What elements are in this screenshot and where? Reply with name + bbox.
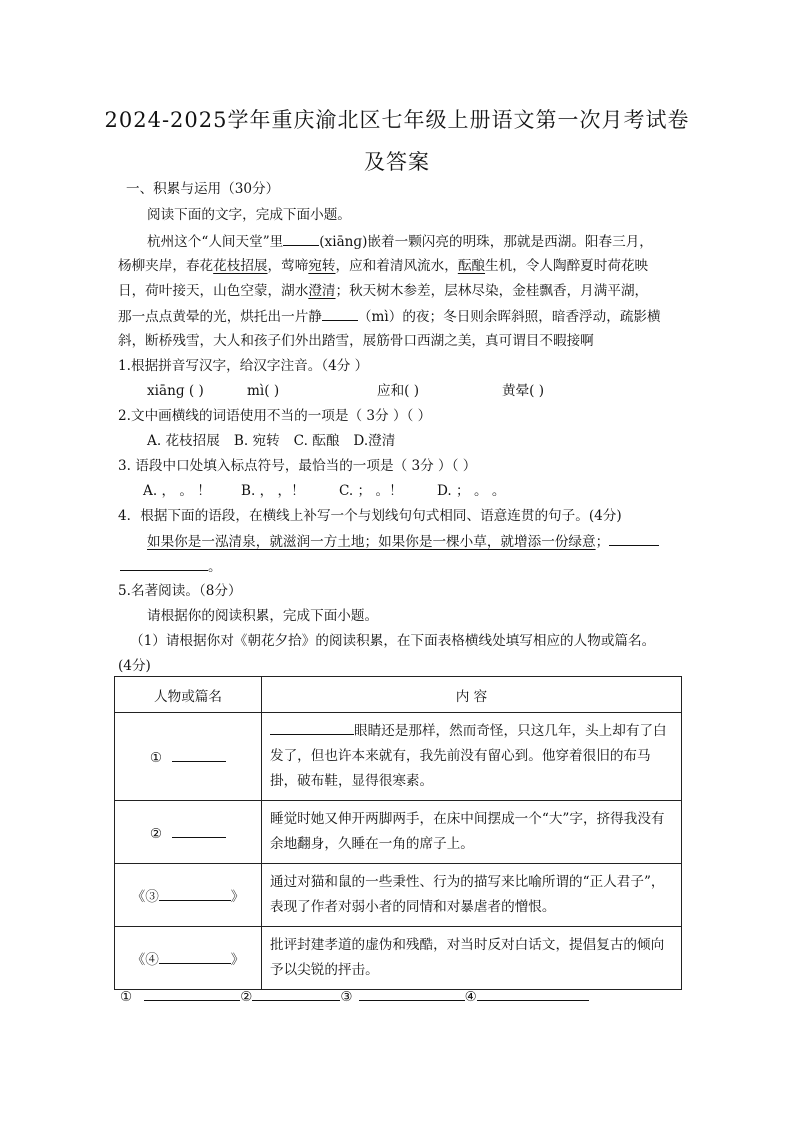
answer-blank[interactable] xyxy=(609,531,659,546)
q1-item: 黄晕( ) xyxy=(502,383,545,399)
q1-item: xiānɡ ( ) xyxy=(147,383,204,399)
underlined-word: 花枝招展 xyxy=(213,258,268,274)
question-4-answer-line xyxy=(120,556,222,577)
q1-item: 应和( ) xyxy=(377,383,420,399)
question-2-options xyxy=(147,431,409,451)
reading-intro: 阅读下面的文字，完成下面小题。 xyxy=(147,207,351,223)
row-label: ① xyxy=(149,750,163,766)
question-3-stem: 3. 语段中口处填入标点符号，最恰当的一项是（ 3分 ）（ ） xyxy=(118,458,477,474)
row-label-cell xyxy=(115,801,262,864)
model-sentence: 如果你是一泓清泉，就滋润一方土地；如果你是一棵小草，就增添一份绿意 xyxy=(147,534,596,550)
q3-option-c[interactable]: C. ； 。！ xyxy=(339,483,403,499)
question-4-stem: 4．根据下面的语段，在横线上补写一个与划线句句式相同、语意连贯的句子。(4分) xyxy=(118,508,622,524)
passage-text: 杨柳夹岸，春花 xyxy=(118,258,214,274)
table-row xyxy=(115,713,682,801)
table-header-row xyxy=(115,677,682,713)
question-5-sub1-score: (4分) xyxy=(118,658,151,674)
row-label-end: 》 xyxy=(230,952,245,968)
table-row xyxy=(115,801,682,864)
row-label-end: 》 xyxy=(230,889,245,905)
q3-option-d[interactable]: D. ； 。 。 xyxy=(437,483,506,499)
fill-blank[interactable] xyxy=(283,231,319,246)
question-1-stem: 1.根据拼音写汉字，给汉字注音。（4分 ） xyxy=(118,358,369,374)
exam-title-line2: 及答案 xyxy=(364,150,430,174)
answer-blank[interactable] xyxy=(359,986,465,1001)
question-1-items xyxy=(147,381,544,401)
q2-option-a[interactable]: A. 花枝招展 xyxy=(147,433,220,449)
answer-label-4: ④ xyxy=(464,989,477,1005)
underlined-word: 澄清 xyxy=(308,283,336,299)
passage-text: (xiānɡ)嵌着一颗闪亮的明珠，那就是西湖。阳春三月， xyxy=(319,234,653,250)
passage-text: 那一点点黄晕的光，烘托出一片静 xyxy=(118,309,322,325)
answer-label-1: ① xyxy=(120,989,133,1005)
answer-blank[interactable] xyxy=(120,556,208,571)
passage-text: ，莺啼 xyxy=(267,258,309,274)
fill-blank[interactable] xyxy=(322,306,358,321)
question-4-sentence-line xyxy=(147,531,659,552)
question-5-intro: 请根据你的阅读积累，完成下面小题。 xyxy=(147,608,379,624)
answer-blank[interactable] xyxy=(252,986,340,1001)
row-label-cell xyxy=(115,927,262,990)
row-label: ② xyxy=(149,825,163,842)
answer-blank[interactable] xyxy=(172,747,226,762)
question-2-stem: 2.文中画横线的词语使用不当的一项是（ 3分 ）（ ） xyxy=(118,408,432,424)
underlined-word: 酝酿 xyxy=(457,258,486,274)
answer-blank[interactable] xyxy=(172,823,226,838)
passage-text: ，应和着清风流水， xyxy=(335,258,458,274)
row-label: 《④ xyxy=(131,952,159,968)
q3-option-b[interactable]: B. ， ，！ xyxy=(241,483,305,499)
q1-item: mì( ) xyxy=(247,383,280,399)
table-row xyxy=(115,864,682,927)
underlined-word: 宛转 xyxy=(308,258,336,274)
content-text: 眼睛还是那样，然而奇怪，只这几年，头上却有了白发了，但也许本来就有，我先前没有留心到。他穿着很旧的布马掛，破布鞋，显得很寒素。 xyxy=(270,723,667,789)
header-cell: 内 容 xyxy=(262,677,682,713)
q2-option-c[interactable]: C. 酝酿 xyxy=(293,433,340,449)
answer-blank[interactable] xyxy=(477,986,589,1001)
answer-blank[interactable] xyxy=(144,986,240,1001)
question-5-sub1: （1）请根据你对《朝花夕拾》的阅读积累，在下面表格横线处填写相应的人物或篇名。 xyxy=(130,633,656,649)
passage-text: 日，荷叶接天，山色空蒙，湖水 xyxy=(118,283,309,299)
row-label: 《③ xyxy=(131,889,159,905)
passage-text: 生机，令人陶醉夏时荷花映 xyxy=(485,258,649,274)
q2-option-b[interactable]: B. 宛转 xyxy=(233,433,280,449)
answer-line xyxy=(120,986,589,1007)
answer-blank[interactable] xyxy=(270,720,354,735)
period: 。 xyxy=(208,559,222,575)
row-label-cell xyxy=(115,864,262,927)
table-row xyxy=(115,927,682,990)
content-cell: 批评封建孝道的虚伪和残酷，对当时反对白话文，提倡复古的倾向予以尖锐的抨击。 xyxy=(262,927,682,990)
passage-line-5: 斜，断桥残雪，大人和孩子们外出踏雪，展筋骨口西湖之美，真可谓目不暇接啊 xyxy=(118,333,594,349)
passage-line-2 xyxy=(118,256,648,276)
passage-line-3 xyxy=(118,281,648,301)
q3-option-a[interactable]: A. ， 。 ！ xyxy=(143,483,211,499)
answer-label-2: ② xyxy=(240,989,253,1005)
question-5-stem: 5.名著阅读。（8分） xyxy=(118,583,242,599)
passage-text: （mì）的夜；冬日则余晖斜照，暗香浮动，疏影横 xyxy=(357,309,661,325)
semicolon: ； xyxy=(595,534,610,550)
literature-table xyxy=(114,676,682,990)
question-3-options xyxy=(143,481,505,501)
content-cell xyxy=(262,713,682,801)
passage-text: ；秋天树木参差，层林尽染，金桂飘香，月满平湖， xyxy=(335,283,649,299)
answer-blank[interactable] xyxy=(159,949,231,964)
exam-title-line1: 2024-2025学年重庆渝北区七年级上册语文第一次月考试卷 xyxy=(104,108,690,132)
content-cell: 睡觉时她又伸开两脚两手，在床中间摆成一个“大”字，挤得我没有余地翻身，久睡在一角的席子上。 xyxy=(262,801,682,864)
passage-text: 杭州这个“人间天堂”里 xyxy=(147,234,284,250)
passage-line-1 xyxy=(147,231,653,252)
answer-label-3: ③ xyxy=(340,989,353,1005)
content-cell: 通过对猫和鼠的一些秉性、行为的描写来比喻所谓的“正人君子”，表现了作者对弱小者的同情和对暴虐者的憎恨。 xyxy=(262,864,682,927)
answer-blank[interactable] xyxy=(159,886,231,901)
section-heading: 一、积累与运用（30分） xyxy=(126,181,280,197)
q2-option-d[interactable]: D.澄清 xyxy=(353,433,396,449)
header-cell: 人物或篇名 xyxy=(115,677,262,713)
passage-line-4 xyxy=(118,306,661,327)
row-label-cell xyxy=(115,713,262,801)
